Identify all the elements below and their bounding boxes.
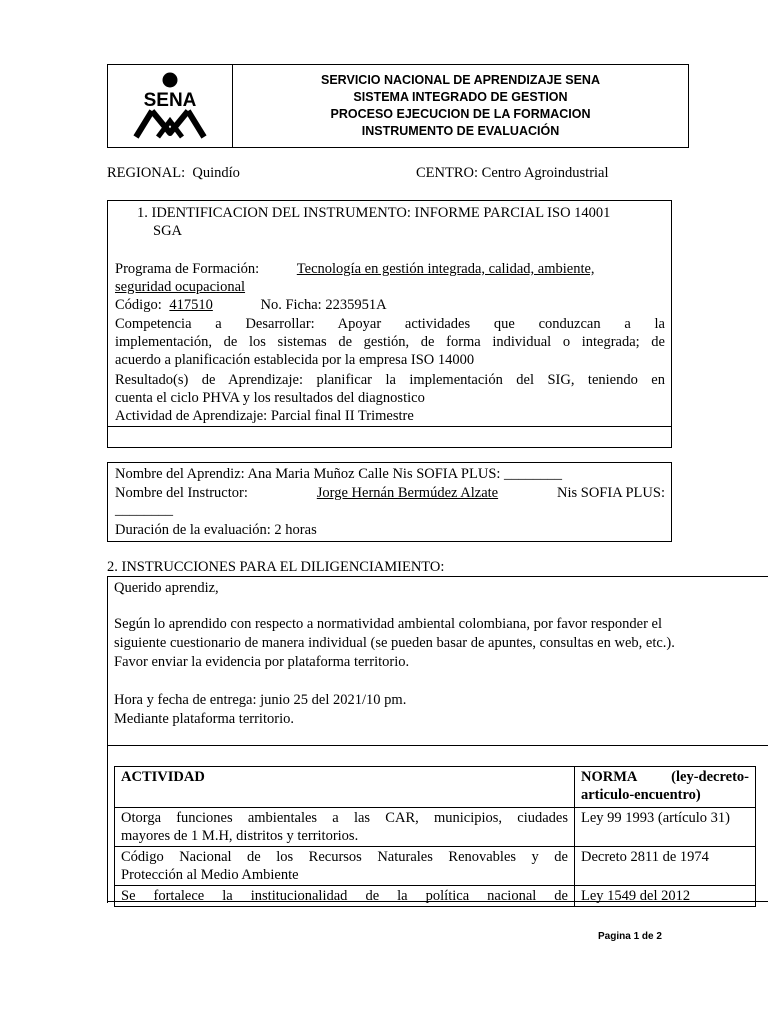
norma-cell: Decreto 2811 de 1974	[575, 847, 756, 886]
sena-logo	[122, 71, 218, 143]
programa-label: Programa de Formación:	[115, 261, 260, 277]
ficha-value: No. Ficha: 2235951A	[260, 297, 387, 313]
table-header-row	[115, 767, 756, 808]
regional-label: REGIONAL:	[107, 165, 186, 181]
centro-value: Centro Agroindustrial	[481, 165, 609, 181]
programa-value-cont: seguridad ocupacional	[115, 279, 246, 295]
codigo-line	[115, 296, 387, 314]
instructor-nis-blank: ________	[115, 502, 173, 518]
logo-cell	[108, 65, 233, 147]
identification-title: 1. IDENTIFICACION DEL INSTRUMENTO: INFORME PARCIAL ISO 14001	[137, 205, 611, 221]
duracion-line: Duración de la evaluación: 2 horas	[115, 522, 317, 538]
instructions-p2-line-2: Mediante plataforma territorio.	[114, 711, 294, 727]
table-row	[115, 886, 756, 907]
activity-cell: Código Nacional de los Recursos Naturales Renovables y de Protección al Medio Ambiente	[115, 847, 575, 886]
identification-title-cont: SGA	[153, 223, 183, 239]
instructions-p1-line-1: Según lo aprendido con respecto a normatividad ambiental colombiana, por favor responder el	[114, 616, 662, 632]
resultado-line-2: cuenta el ciclo PHVA y los resultados del diagnostico	[115, 390, 425, 406]
programa-line	[115, 260, 665, 278]
box-divider	[108, 426, 671, 427]
instructions-greeting: Querido aprendiz,	[114, 580, 219, 596]
resultado-line-1: Resultado(s) de Aprendizaje: planificar la implementación del SIG, teniendo en	[115, 372, 665, 388]
norma-cell: Ley 1549 del 2012	[575, 886, 756, 907]
table-row	[115, 808, 756, 847]
codigo-label: Código:	[115, 297, 162, 313]
codigo-value: 417510	[169, 297, 213, 313]
people-box	[107, 462, 672, 542]
norma-cell: Ley 99 1993 (artículo 31)	[575, 808, 756, 847]
regional-field	[107, 164, 240, 182]
header-line-2: SISTEMA INTEGRADO DE GESTION	[353, 90, 568, 104]
aprendiz-line: Nombre del Aprendiz: Ana Maria Muñoz Calle Nis SOFIA PLUS: ________	[115, 466, 563, 482]
actividad-line: Actividad de Aprendizaje: Parcial final II Trimestre	[115, 408, 414, 424]
centro-field	[416, 164, 609, 182]
header-activity: ACTIVIDAD	[115, 767, 575, 808]
competencia-line-2: implementación, de los sistemas de gestión, de forma individual o integrada; de	[115, 334, 665, 350]
page-number: Pagina 1 de 2	[598, 931, 662, 942]
programa-value: Tecnología en gestión integrada, calidad, ambiente,	[296, 261, 595, 277]
instructions-p2-line-1: Hora y fecha de entrega: junio 25 del 2021/10 pm.	[114, 692, 407, 708]
page-cut-line	[107, 901, 768, 902]
instructor-value: Jorge Hernán Bermúdez Alzate	[316, 485, 499, 501]
competencia-line-1: Competencia a Desarrollar: Apoyar actividades que conduzcan a la	[115, 316, 665, 332]
activity-table	[114, 766, 756, 907]
table-row	[115, 847, 756, 886]
sena-logo-text: SENA	[143, 90, 197, 111]
regional-value: Quindío	[192, 165, 240, 181]
instructor-line	[115, 484, 665, 502]
header-line-1: SERVICIO NACIONAL DE APRENDIZAJE SENA	[321, 73, 600, 87]
centro-label: CENTRO:	[416, 165, 479, 181]
instructions-p1-line-2: siguiente cuestionario de manera individual (se pueden basar de apuntes, consultas en web, etc.).	[114, 635, 675, 651]
instructions-p1-line-3: Favor enviar la evidencia por plataforma territorio.	[114, 654, 410, 670]
instructor-nis: Nis SOFIA PLUS:	[557, 485, 665, 501]
header-title-block	[233, 65, 688, 147]
instructor-label: Nombre del Instructor:	[115, 485, 248, 501]
header-line-4: INSTRUMENTO DE EVALUACIÓN	[361, 124, 560, 138]
instructions-heading: 2. INSTRUCCIONES PARA EL DILIGENCIAMIENTO:	[107, 559, 445, 575]
competencia-line-3: acuerdo a planificación establecida por la empresa ISO 14000	[115, 352, 475, 368]
identification-box	[107, 200, 672, 448]
activity-cell: Otorga funciones ambientales a las CAR, municipios, ciudades mayores de 1 M.H, distritos y territorios.	[115, 808, 575, 847]
activity-cell: Se fortalece la institucionalidad de la política nacional de	[115, 886, 575, 907]
document-header	[107, 64, 689, 148]
header-line-3: PROCESO EJECUCION DE LA FORMACION	[330, 107, 591, 121]
header-norma: NORMA (ley-decreto- articulo-encuentro)	[575, 767, 756, 808]
instructions-divider	[108, 745, 768, 746]
